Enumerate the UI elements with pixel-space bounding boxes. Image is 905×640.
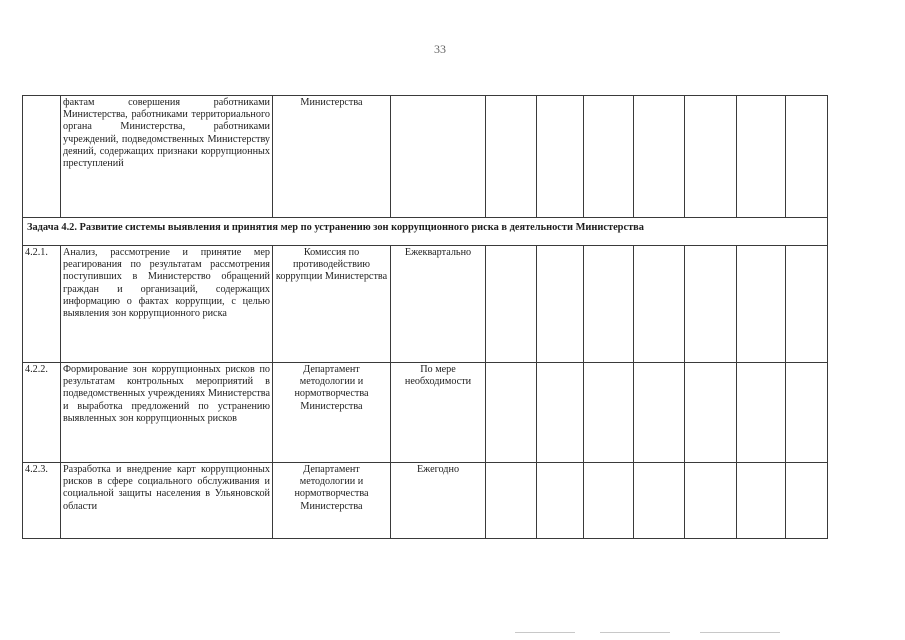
table-row <box>23 246 828 363</box>
empty-cell <box>685 96 737 218</box>
empty-cell <box>685 246 737 363</box>
empty-cell <box>786 363 828 463</box>
responsible-executor: Департамент методологии и нормотворчества Министерства <box>273 463 391 539</box>
empty-cell <box>486 96 537 218</box>
empty-cell <box>584 246 634 363</box>
empty-cell <box>737 96 786 218</box>
row-number: 4.2.2. <box>23 363 61 463</box>
task-heading-row <box>23 218 828 246</box>
empty-cell <box>584 463 634 539</box>
scan-artifact <box>600 632 670 633</box>
measure-description: Анализ, рассмотрение и принятие мер реагирования по результатам рассмотрения поступивших в Министерство обращений граждан и организаций, содержащих информацию о фактах коррупции, с целью выявления зон коррупционного риска <box>61 246 273 363</box>
scan-artifact <box>700 632 780 633</box>
execution-term: По мере необходимости <box>391 363 486 463</box>
action-plan-table <box>22 95 828 539</box>
table-row <box>23 363 828 463</box>
empty-cell <box>537 463 584 539</box>
empty-cell <box>786 463 828 539</box>
empty-cell <box>786 96 828 218</box>
responsible-executor: Департамент методологии и нормотворчества Министерства <box>273 363 391 463</box>
empty-cell <box>634 463 685 539</box>
empty-cell <box>537 246 584 363</box>
responsible-executor: Комиссия по противодействию коррупции Министерства <box>273 246 391 363</box>
row-number: 4.2.3. <box>23 463 61 539</box>
responsible-executor: Министерства <box>273 96 391 218</box>
empty-cell <box>584 363 634 463</box>
table-row <box>23 96 828 218</box>
empty-cell <box>584 96 634 218</box>
page-number: 33 <box>434 42 446 56</box>
execution-term <box>391 96 486 218</box>
row-number <box>23 96 61 218</box>
task-title: Задача 4.2. Развитие системы выявления и принятия мер по устранению зон коррупционного риска в деятельности Министерства <box>23 218 828 246</box>
scan-artifact <box>515 632 575 633</box>
execution-term: Ежегодно <box>391 463 486 539</box>
table-row <box>23 463 828 539</box>
empty-cell <box>486 463 537 539</box>
empty-cell <box>634 96 685 218</box>
empty-cell <box>685 363 737 463</box>
empty-cell <box>486 363 537 463</box>
empty-cell <box>737 463 786 539</box>
empty-cell <box>737 246 786 363</box>
execution-term: Ежеквартально <box>391 246 486 363</box>
empty-cell <box>634 246 685 363</box>
empty-cell <box>486 246 537 363</box>
measure-description: Разработка и внедрение карт коррупционных рисков в сфере социального обслуживания и социальной защиты населения в Ульяновской области <box>61 463 273 539</box>
measure-description: фактам совершения работниками Министерства, работниками территориального органа Министерства, работниками учреждений, подведомственных Министерству деяний, содержащих признаки коррупционных преступлений <box>61 96 273 218</box>
empty-cell <box>537 363 584 463</box>
empty-cell <box>537 96 584 218</box>
empty-cell <box>634 363 685 463</box>
empty-cell <box>737 363 786 463</box>
measure-description: Формирование зон коррупционных рисков по результатам контрольных мероприятий в подведомственных учреждениях Министерства и выработка предложений по устранению выявленных зон коррупционных рисков <box>61 363 273 463</box>
empty-cell <box>685 463 737 539</box>
row-number: 4.2.1. <box>23 246 61 363</box>
empty-cell <box>786 246 828 363</box>
